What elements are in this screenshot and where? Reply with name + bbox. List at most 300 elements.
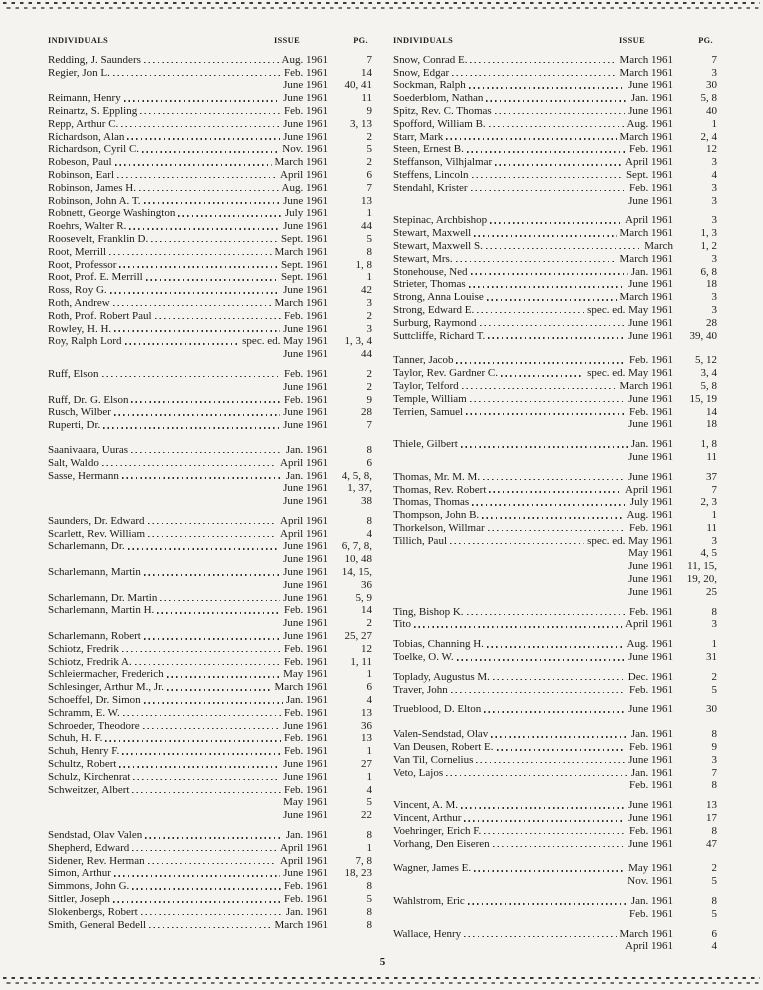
- entry-issue: June 1961: [283, 322, 328, 335]
- index-entry: [393, 508, 717, 521]
- entry-issue: March 1961: [619, 379, 673, 392]
- index-entry: [393, 521, 717, 534]
- entry-name: Shepherd, Edward: [48, 841, 130, 854]
- index-entry-continuation: [48, 494, 372, 507]
- entry-name: Schiotz, Fredrik A.: [48, 655, 132, 668]
- index-entry: [393, 278, 717, 291]
- entry-page: 7: [366, 53, 372, 66]
- index-entry: [48, 469, 372, 482]
- index-entry: [48, 117, 372, 130]
- entry-issue: March 1961: [619, 291, 673, 304]
- dot-leader: [462, 388, 617, 390]
- entry-page: 7: [711, 766, 717, 779]
- entry-name: Sockman, Ralph: [393, 79, 466, 92]
- entry-page: 8: [366, 918, 372, 931]
- entry-issue: Sept. 1961: [280, 271, 328, 284]
- entry-page: 1, 11: [350, 655, 372, 668]
- entry-issue: June 1961: [283, 770, 328, 783]
- index-entry: [393, 837, 717, 850]
- dot-leader: [470, 62, 616, 64]
- entry-page: 13: [361, 194, 372, 207]
- entry-page: 6: [366, 681, 372, 694]
- entry-name: Tanner, Jacob: [393, 354, 454, 367]
- entry-issue: June 1961: [283, 194, 328, 207]
- dot-leader: [135, 664, 281, 666]
- entry-name: Smith, General Bedell: [48, 918, 147, 931]
- entry-issue: Feb. 1961: [284, 66, 328, 79]
- entry-issue: Feb. 1961: [284, 393, 328, 406]
- index-entry: [393, 226, 717, 239]
- perforation-dashes: [3, 977, 760, 979]
- index-entry: [48, 181, 372, 194]
- dot-leader: [144, 202, 281, 204]
- entry-group: [393, 703, 717, 716]
- index-entry: [48, 757, 372, 770]
- entry-issue: March 1961: [274, 918, 328, 931]
- entry-name: Schuh, H. F.: [48, 732, 103, 745]
- index-entry: [48, 168, 372, 181]
- dot-leader: [51, 503, 280, 505]
- entry-name: Roosevelt, Franklin D.: [48, 232, 149, 245]
- dot-leader: [464, 820, 625, 822]
- dot-leader: [51, 356, 280, 358]
- dot-leader: [461, 807, 625, 809]
- entry-issue: April 1961: [280, 514, 328, 527]
- entry-name: Robinson, Earl: [48, 168, 114, 181]
- index-entry-continuation: [393, 547, 717, 560]
- entry-issue: June 1961: [628, 392, 673, 405]
- dot-leader: [466, 413, 626, 415]
- entry-issue: April 1961: [625, 940, 673, 953]
- entry-name: Stewart, Maxwell: [393, 227, 472, 240]
- entry-issue: March 1961: [619, 130, 673, 143]
- dot-leader: [131, 401, 281, 403]
- entry-group: [48, 514, 372, 821]
- entry-issue: Aug. 1961: [281, 181, 328, 194]
- index-entry-continuation: [393, 907, 717, 920]
- index-entry: [393, 214, 717, 227]
- dot-leader: [474, 870, 625, 872]
- entry-page: 7: [366, 181, 372, 194]
- dot-leader: [451, 692, 626, 694]
- entry-page: 44: [361, 348, 372, 361]
- dot-leader: [488, 337, 625, 339]
- entry-issue: July 1961: [284, 207, 328, 220]
- entry-name: Spitz, Rev. C. Thomas: [393, 104, 492, 117]
- entry-issue: June 1961: [283, 867, 328, 880]
- entry-issue: spec. ed. May 1961: [242, 335, 328, 348]
- dot-leader: [117, 177, 277, 179]
- index-entry: [48, 406, 372, 419]
- index-entry: [48, 245, 372, 258]
- entry-page: 19, 20,: [686, 573, 717, 586]
- entry-name: Scharlemann, Robert: [48, 630, 141, 643]
- index-entry: [393, 927, 717, 940]
- entry-issue: June 1961: [628, 585, 673, 598]
- index-entry: [393, 824, 717, 837]
- entry-name: Reinartz, S. Eppling: [48, 104, 138, 117]
- dot-leader: [456, 261, 617, 263]
- dot-leader: [456, 362, 626, 364]
- entry-page: 25, 27: [344, 630, 372, 643]
- dot-leader: [474, 235, 616, 237]
- dot-leader: [143, 728, 280, 730]
- dot-leader: [471, 273, 628, 275]
- entry-issue: June 1961: [283, 117, 328, 130]
- entry-issue: Feb. 1961: [629, 405, 673, 418]
- entry-page: 7: [366, 419, 372, 432]
- dot-leader: [124, 100, 280, 102]
- entry-name: Thorkelson, Willmar: [393, 521, 485, 534]
- entry-issue: spec. ed. May 1961: [587, 367, 673, 380]
- entry-page: 3: [711, 618, 717, 631]
- entry-page: 3: [711, 214, 717, 227]
- index-entry: [393, 91, 717, 104]
- entry-issue: June 1961: [628, 194, 673, 207]
- index-entry: [393, 470, 717, 483]
- entry-issue: Feb. 1961: [284, 604, 328, 617]
- entry-name: Roehrs, Walter R.: [48, 220, 127, 233]
- entry-name: Ruperti, Dr.: [48, 419, 101, 432]
- entry-issue: May 1961: [628, 547, 673, 560]
- index-entry: [48, 527, 372, 540]
- entry-page: 30: [706, 703, 717, 716]
- entry-issue: Feb. 1961: [629, 683, 673, 696]
- page-number: 5: [379, 956, 386, 968]
- index-entry: [393, 117, 717, 130]
- entry-name: Robinson, James H.: [48, 181, 136, 194]
- entry-page: 44: [361, 220, 372, 233]
- entry-page: 8: [711, 605, 717, 618]
- dot-leader: [467, 151, 626, 153]
- entry-issue: June 1961: [283, 220, 328, 233]
- index-entry: [48, 629, 372, 642]
- entry-page: 37: [706, 470, 717, 483]
- dot-leader: [461, 446, 628, 448]
- entry-page: 13: [361, 732, 372, 745]
- entry-name: Scharlemann, Martin H.: [48, 604, 155, 617]
- entry-issue: June 1961: [628, 278, 673, 291]
- entry-issue: Jan. 1961: [630, 265, 673, 278]
- entry-name: Van Deusen, Robert E.: [393, 741, 494, 754]
- entry-name: Ruff, Elson: [48, 367, 99, 380]
- dot-leader: [471, 190, 626, 192]
- entry-name: Roy, Ralph Lord: [48, 335, 122, 348]
- entry-page: 3: [366, 296, 372, 309]
- index-columns: [48, 36, 717, 952]
- entry-name: Veto, Lajos: [393, 766, 444, 779]
- entry-name: Rowley, H. H.: [48, 322, 112, 335]
- entry-name: Simmons, John G.: [48, 880, 130, 893]
- entry-page: 8: [711, 728, 717, 741]
- entry-issue: Jan. 1961: [630, 895, 673, 908]
- entry-issue: June 1961: [283, 348, 328, 361]
- index-entry: [393, 637, 717, 650]
- entry-name: Terrien, Samuel: [393, 405, 464, 418]
- entry-page: 47: [706, 837, 717, 850]
- dot-leader: [396, 426, 625, 428]
- index-entry: [48, 918, 372, 931]
- dot-leader: [109, 254, 271, 256]
- entry-issue: Nov. 1961: [627, 875, 673, 888]
- index-entry: [393, 894, 717, 907]
- column-header-left: [48, 36, 372, 45]
- dot-leader: [51, 817, 280, 819]
- entry-name: Simon, Arthur: [48, 867, 111, 880]
- index-entry: [48, 719, 372, 732]
- entry-name: Taylor, Rev. Gardner C.: [393, 367, 498, 380]
- entry-group: [48, 828, 372, 930]
- entry-name: Steffanson, Vilhjalmar: [393, 156, 493, 169]
- entry-issue: June 1961: [283, 380, 328, 393]
- dot-leader: [477, 312, 584, 314]
- entry-issue: May 1961: [283, 668, 328, 681]
- entry-issue: May 1961: [628, 862, 673, 875]
- entry-page: 13: [706, 799, 717, 812]
- entry-page: 3: [711, 156, 717, 169]
- entry-page: 40: [706, 104, 717, 117]
- entry-page: 1: [366, 668, 372, 681]
- index-entry: [393, 650, 717, 663]
- entry-name: Salt, Waldo: [48, 456, 99, 469]
- perforation-dashes: [3, 982, 760, 984]
- index-column-right: [393, 36, 717, 952]
- entry-issue: April 1961: [280, 854, 328, 867]
- entry-page: 1, 8: [355, 258, 372, 271]
- dot-leader: [472, 177, 623, 179]
- entry-page: 3: [711, 66, 717, 79]
- entry-name: Spofford, William B.: [393, 117, 486, 130]
- entry-name: Ting, Bishop K.: [393, 605, 464, 618]
- entry-issue: Feb. 1961: [629, 181, 673, 194]
- entry-page: 1: [711, 509, 717, 522]
- dot-leader: [476, 762, 625, 764]
- index-entry: [48, 367, 372, 380]
- dot-leader: [148, 523, 277, 525]
- entry-issue: June 1961: [628, 837, 673, 850]
- dot-leader: [396, 555, 625, 557]
- entry-page: 4: [366, 527, 372, 540]
- index-entry: [48, 892, 372, 905]
- entry-page: 18, 23: [344, 867, 372, 880]
- entry-name: Sendstad, Olav Valen: [48, 829, 143, 842]
- entry-name: Thomas, Mr. M. M.: [393, 470, 481, 483]
- entry-name: Roth, Prof. Robert Paul: [48, 309, 152, 322]
- entry-name: Snow, Edgar: [393, 66, 450, 79]
- entry-name: Stewart, Mrs.: [393, 252, 453, 265]
- index-entry-continuation: [393, 559, 717, 572]
- entry-page: 8: [366, 880, 372, 893]
- dot-leader: [493, 846, 625, 848]
- index-entry: [393, 303, 717, 316]
- entry-page: 4, 5: [700, 547, 717, 560]
- entry-issue: April 1961: [280, 456, 328, 469]
- dot-leader: [114, 414, 280, 416]
- index-entry: [393, 66, 717, 79]
- entry-page: 6: [711, 927, 717, 940]
- column-body: [48, 53, 372, 931]
- entry-name: Starr, Mark: [393, 130, 444, 143]
- dot-leader: [495, 164, 622, 166]
- header-issue: ISSUE: [274, 36, 300, 45]
- entry-issue: June 1961: [628, 573, 673, 586]
- index-column-left: [48, 36, 372, 952]
- entry-group: [393, 470, 717, 598]
- entry-page: 5: [366, 893, 372, 905]
- entry-issue: March 1961: [274, 681, 328, 694]
- index-entry-continuation: [393, 194, 717, 207]
- dot-leader: [486, 100, 627, 102]
- index-entry: [48, 271, 372, 284]
- entry-page: 4: [711, 168, 717, 181]
- entry-name: Snow, Conrad E.: [393, 53, 468, 66]
- index-entry: [393, 53, 717, 66]
- entry-page: 18: [706, 418, 717, 431]
- entry-issue: Feb. 1961: [284, 880, 328, 893]
- entry-page: 2: [711, 670, 717, 683]
- index-entry: [393, 483, 717, 496]
- entry-name: Wallace, Henry: [393, 927, 462, 940]
- index-entry: [48, 309, 372, 322]
- entry-issue: March 1961: [274, 245, 328, 258]
- entry-name: Roth, Andrew: [48, 296, 110, 309]
- dot-leader: [493, 679, 625, 681]
- entry-name: Steffens, Lincoln: [393, 168, 469, 181]
- dot-leader: [148, 863, 277, 865]
- entry-page: 18: [706, 278, 717, 291]
- entry-page: 5: [366, 796, 372, 809]
- dot-leader: [452, 75, 616, 77]
- dot-leader: [144, 62, 279, 64]
- entry-issue: April 1961: [280, 168, 328, 181]
- index-entry-continuation: [48, 808, 372, 821]
- dot-leader: [467, 614, 626, 616]
- entry-page: 8: [711, 779, 717, 792]
- entry-name: Toplady, Augustus M.: [393, 670, 490, 683]
- index-entry: [393, 405, 717, 418]
- entry-page: 7: [711, 53, 717, 66]
- index-entry: [393, 143, 717, 156]
- entry-page: 14, 15,: [341, 566, 372, 579]
- index-entry: [48, 680, 372, 693]
- entry-issue: Feb. 1961: [284, 367, 328, 380]
- entry-issue: April 1961: [625, 483, 673, 496]
- entry-issue: Sept. 1961: [280, 232, 328, 245]
- entry-page: 2: [711, 862, 717, 875]
- perforation-top: [3, 2, 760, 12]
- index-entry: [393, 265, 717, 278]
- entry-issue: Feb. 1961: [629, 779, 673, 792]
- entry-name: Schoeffel, Dr. Simon: [48, 694, 141, 707]
- entry-page: 2, 3: [700, 496, 717, 509]
- dot-leader: [495, 113, 625, 115]
- entry-page: 11: [361, 92, 372, 105]
- entry-name: Sidener, Rev. Herman: [48, 854, 145, 867]
- entry-issue: Jan. 1961: [630, 438, 673, 451]
- index-entry: [393, 437, 717, 450]
- entry-page: 1: [366, 770, 372, 783]
- index-entry-continuation: [393, 779, 717, 792]
- dot-leader: [396, 948, 622, 950]
- entry-page: 36: [361, 578, 372, 591]
- entry-issue: Jan. 1961: [285, 469, 328, 482]
- entry-page: 27: [361, 758, 372, 771]
- entry-page: 14: [361, 604, 372, 617]
- entry-page: 5: [711, 683, 717, 696]
- dot-leader: [155, 318, 281, 320]
- dot-leader: [113, 75, 281, 77]
- index-entry: [393, 740, 717, 753]
- dot-leader: [450, 543, 584, 545]
- entry-page: 10, 48: [344, 553, 372, 566]
- index-entry: [393, 703, 717, 716]
- entry-page: 2: [366, 367, 372, 380]
- index-entry: [48, 194, 372, 207]
- dot-leader: [123, 715, 281, 717]
- entry-page: 3: [711, 753, 717, 766]
- entry-issue: Feb. 1961: [629, 143, 673, 156]
- entry-page: 8: [366, 443, 372, 456]
- entry-issue: July 1961: [629, 496, 673, 509]
- index-entry: [48, 770, 372, 783]
- entry-page: 22: [361, 809, 372, 822]
- dot-leader: [133, 779, 280, 781]
- dot-leader: [396, 568, 625, 570]
- entry-name: Van Til, Cornelius: [393, 753, 474, 766]
- entry-page: 3: [711, 181, 717, 194]
- perforation-bottom: [3, 977, 760, 987]
- index-entry: [48, 104, 372, 117]
- dot-leader: [125, 343, 240, 345]
- index-entry: [48, 642, 372, 655]
- entry-issue: June 1961: [283, 630, 328, 643]
- index-entry: [48, 443, 372, 456]
- dot-leader: [145, 837, 283, 839]
- dot-leader: [501, 375, 584, 377]
- entry-issue: Feb. 1961: [629, 907, 673, 920]
- entry-name: Robeson, Paul: [48, 156, 112, 169]
- dot-leader: [396, 594, 625, 596]
- perforation-dashes: [3, 7, 760, 9]
- entry-page: 3: [711, 194, 717, 207]
- index-entry: [393, 534, 717, 547]
- dot-leader: [142, 151, 279, 153]
- index-entry: [48, 841, 372, 854]
- dot-leader: [114, 330, 280, 332]
- entry-page: 3: [711, 252, 717, 265]
- entry-issue: spec. ed. May 1961: [587, 534, 673, 547]
- index-entry: [48, 604, 372, 617]
- dot-leader: [396, 787, 626, 789]
- index-entry-continuation: [393, 572, 717, 585]
- entry-group: [393, 214, 717, 342]
- dot-leader: [484, 711, 625, 713]
- dot-leader: [132, 850, 277, 852]
- entry-name: Stepinac, Archbishop: [393, 214, 488, 227]
- index-entry: [48, 232, 372, 245]
- dot-leader: [487, 299, 617, 301]
- entry-issue: March 1961: [274, 156, 328, 169]
- entry-name: Saanivaara, Uuras: [48, 443, 129, 456]
- entry-name: Robnett, George Washington: [48, 207, 176, 220]
- entry-page: 42: [361, 284, 372, 297]
- dot-leader: [488, 530, 626, 532]
- index-entry: [48, 283, 372, 296]
- index-entry: [393, 239, 717, 252]
- entry-group: [393, 670, 717, 696]
- dot-leader: [121, 126, 280, 128]
- dot-leader: [497, 749, 626, 751]
